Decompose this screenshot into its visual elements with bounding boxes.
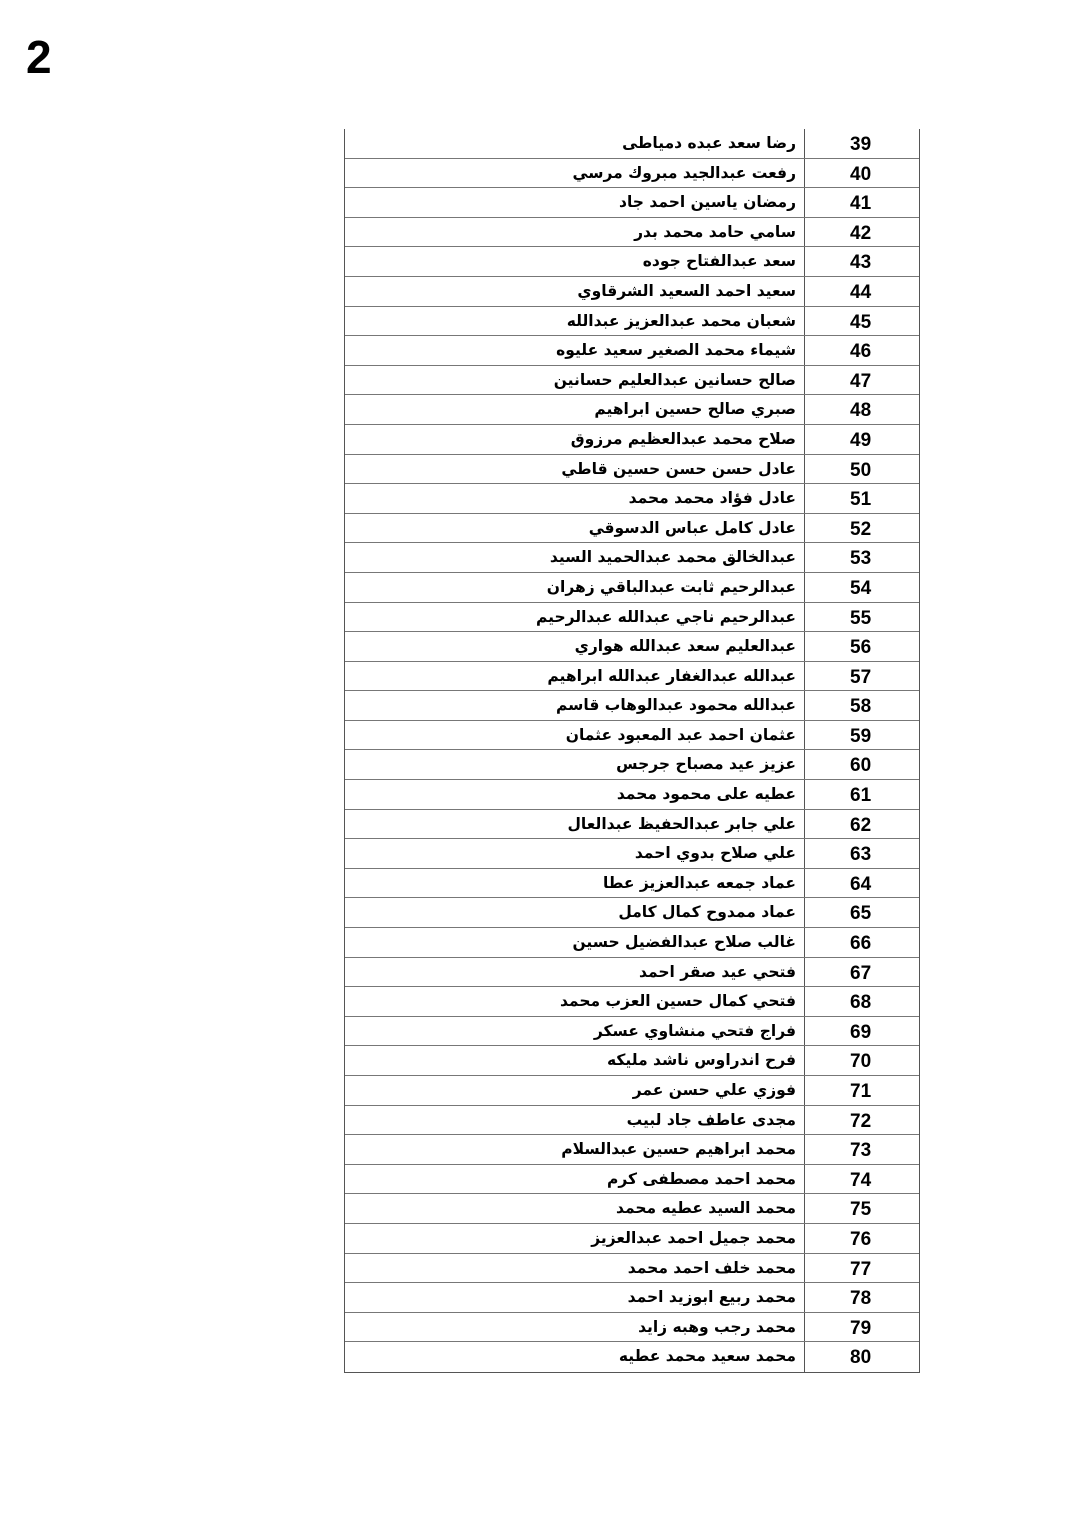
number-cell: 39	[850, 134, 872, 155]
table-row	[345, 247, 919, 277]
name-cell: رضا سعد عبده دمياطى	[345, 129, 805, 158]
number-cell: 46	[850, 341, 872, 363]
number-cell: 68	[850, 992, 872, 1014]
number-cell: 55	[850, 607, 872, 629]
name-cell: فرح اندراوس ناشد مليكه	[345, 1046, 805, 1075]
number-cell: 49	[850, 429, 872, 451]
name-cell: فراج فتحي منشاوي عسكر	[345, 1017, 805, 1046]
number-cell: 67	[850, 962, 872, 984]
table-row	[345, 1017, 919, 1047]
number-cell: 76	[850, 1228, 872, 1250]
name-cell: فوزي علي حسن عمر	[345, 1076, 805, 1105]
name-cell: محمد جميل احمد عبدالعزيز	[345, 1224, 805, 1253]
table-row	[345, 1165, 919, 1195]
table-row	[345, 928, 919, 958]
table-row	[345, 987, 919, 1017]
name-cell: صالح حسانين عبدالعليم حسانين	[345, 366, 805, 395]
names-table	[344, 129, 920, 1373]
name-cell: محمد خلف احمد محمد	[345, 1254, 805, 1283]
table-row	[345, 662, 919, 692]
table-row	[345, 395, 919, 425]
table-row	[345, 159, 919, 189]
number-cell: 71	[850, 1081, 872, 1102]
table-row	[345, 1135, 919, 1165]
number-cell: 50	[850, 459, 872, 481]
table-row	[345, 1046, 919, 1076]
name-cell: عبدالله عبدالغفار عبدالله ابراهيم	[345, 662, 805, 691]
table-row	[345, 1313, 919, 1343]
name-cell: عطيه على محمود محمد	[345, 780, 805, 809]
number-cell: 63	[850, 844, 872, 866]
number-cell: 41	[850, 193, 872, 215]
name-cell: عبدالرحيم ثابت عبدالباقي زهران	[345, 573, 805, 602]
number-cell: 74	[850, 1169, 872, 1191]
table-row	[345, 1254, 919, 1284]
number-cell: 54	[850, 577, 872, 599]
table-row	[345, 484, 919, 514]
number-cell: 64	[850, 873, 872, 895]
name-cell: عثمان احمد عبد المعبود عثمان	[345, 721, 805, 750]
table-row	[345, 1106, 919, 1136]
number-cell: 40	[850, 163, 872, 185]
table-row	[345, 603, 919, 633]
table-row	[345, 366, 919, 396]
name-cell: عبدالخالق محمد عبدالحميد السيد	[345, 543, 805, 572]
number-cell: 73	[850, 1140, 872, 1162]
number-cell: 57	[850, 666, 872, 688]
number-cell: 69	[850, 1021, 872, 1043]
number-cell: 62	[850, 814, 872, 836]
table-row	[345, 1342, 919, 1372]
name-cell: مجدى عاطف جاد لبيب	[345, 1106, 805, 1135]
name-cell: محمد احمد مصطفى كرم	[345, 1165, 805, 1194]
table-row	[345, 218, 919, 248]
number-cell: 45	[850, 311, 872, 333]
table-row	[345, 1224, 919, 1254]
number-cell: 70	[850, 1051, 872, 1073]
table-row	[345, 810, 919, 840]
table-row	[345, 898, 919, 928]
name-cell: عادل حسن حسن حسين قاطي	[345, 455, 805, 484]
name-cell: سعد عبدالفتاح جوده	[345, 247, 805, 276]
number-cell: 48	[850, 400, 872, 422]
number-cell: 79	[850, 1317, 872, 1339]
table-row	[345, 1194, 919, 1224]
name-cell: محمد السيد عطيه محمد	[345, 1194, 805, 1223]
number-cell: 47	[850, 370, 872, 392]
number-cell: 80	[850, 1347, 872, 1369]
name-cell: علي جابر عبدالحفيظ عبدالعال	[345, 810, 805, 839]
number-cell: 43	[850, 252, 872, 274]
name-cell: عماد جمعه عبدالعزيز عطا	[345, 869, 805, 898]
name-cell: عادل كامل عباس الدسوقي	[345, 514, 805, 543]
number-cell: 44	[850, 281, 872, 303]
table-row	[345, 721, 919, 751]
name-cell: عادل فؤاد محمد محمد	[345, 484, 805, 513]
table-row	[345, 455, 919, 485]
number-cell: 56	[850, 637, 872, 659]
table-row	[345, 543, 919, 573]
name-cell: غالب صلاح عبدالفضيل حسين	[345, 928, 805, 957]
name-cell: فتحي كمال حسين العزب محمد	[345, 987, 805, 1016]
name-cell: عبدالله محمود عبدالوهاب قاسم	[345, 691, 805, 720]
table-row	[345, 958, 919, 988]
number-cell: 65	[850, 903, 872, 925]
table-row	[345, 691, 919, 721]
name-cell: عبدالعليم سعد عبدالله هواري	[345, 632, 805, 661]
table-row	[345, 514, 919, 544]
name-cell: رفعت عبدالجيد مبروك مرسي	[345, 159, 805, 188]
name-cell: فتحي عيد صقر احمد	[345, 958, 805, 987]
name-cell: عزيز عيد مصباح جرجس	[345, 750, 805, 779]
name-cell: سعيد احمد السعيد الشرقاوي	[345, 277, 805, 306]
name-cell: عماد ممدوح كمال كامل	[345, 898, 805, 927]
name-cell: محمد ابراهيم حسين عبدالسلام	[345, 1135, 805, 1164]
table-row	[345, 750, 919, 780]
name-cell: عبدالرحيم ناجي عبدالله عبدالرحيم	[345, 603, 805, 632]
table-row	[345, 839, 919, 869]
table-row	[345, 573, 919, 603]
number-cell: 78	[850, 1288, 872, 1310]
name-cell: صلاح محمد عبدالعظيم مرزوق	[345, 425, 805, 454]
table-row	[345, 129, 919, 159]
table-row	[345, 1283, 919, 1313]
number-cell: 72	[850, 1110, 872, 1132]
name-cell: محمد ربيع ابوزيد احمد	[345, 1283, 805, 1312]
number-cell: 61	[850, 785, 872, 807]
name-cell: رمضان ياسين احمد جاد	[345, 188, 805, 217]
number-cell: 42	[850, 222, 872, 244]
number-cell: 51	[850, 489, 872, 511]
number-cell: 66	[850, 933, 872, 955]
table-row	[345, 780, 919, 810]
name-cell: سامي حامد محمد بدر	[345, 218, 805, 247]
name-cell: صبري صالح حسين ابراهيم	[345, 395, 805, 424]
table-row	[345, 188, 919, 218]
table-row	[345, 307, 919, 337]
number-cell: 60	[850, 755, 872, 777]
number-cell: 53	[850, 548, 872, 570]
number-cell: 75	[850, 1199, 872, 1221]
number-cell: 77	[850, 1258, 872, 1280]
table-row	[345, 277, 919, 307]
name-cell: شعبان محمد عبدالعزيز عبدالله	[345, 307, 805, 336]
table-row	[345, 336, 919, 366]
name-cell: محمد رجب وهبه زايد	[345, 1313, 805, 1342]
number-cell: 52	[850, 518, 872, 540]
table-row	[345, 869, 919, 899]
name-cell: علي صلاح بدوي احمد	[345, 839, 805, 868]
number-cell: 59	[850, 725, 872, 747]
table-row	[345, 425, 919, 455]
table-row	[345, 632, 919, 662]
page-number: 2	[26, 31, 52, 83]
name-cell: شيماء محمد الصغير سعيد عليوه	[345, 336, 805, 365]
table-row	[345, 1076, 919, 1106]
number-cell: 58	[850, 696, 872, 718]
name-cell: محمد سعيد محمد عطيه	[345, 1342, 805, 1372]
